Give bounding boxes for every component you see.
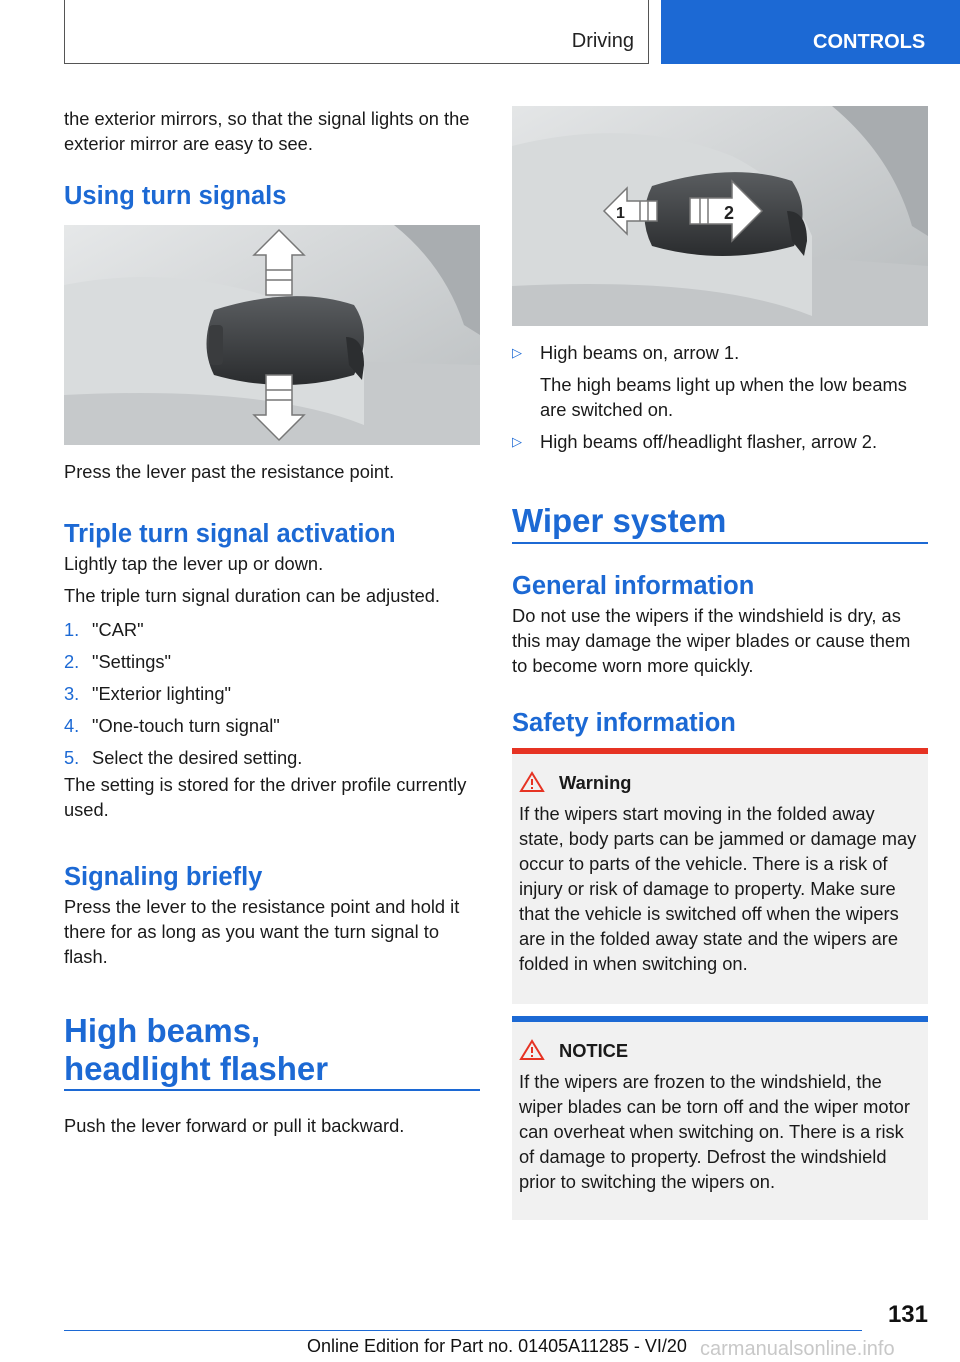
page-number: 131 xyxy=(887,1301,928,1328)
list-item: 3. "Exterior lighting" xyxy=(64,683,231,704)
list-item: ▷ High beams off/headlight flasher, arrow 2. xyxy=(512,431,878,452)
warning-body: If the wipers start moving in the folded away state, body parts can be jammed or damage may occur to parts of the vehicle. There is a risk of injury or risk of damage to property. Make sure that the vehicle is switched off when the wipers are in the folded away state and the wipers are folded in when switching on. xyxy=(519,803,917,974)
arrow-label-2: 2 xyxy=(724,203,735,223)
signaling-briefly-section xyxy=(64,862,480,969)
bullet-triangle-icon: ▷ xyxy=(512,345,522,360)
triple-p1: Lightly tap the lever up or down. xyxy=(64,553,324,574)
header-section-title: Driving xyxy=(571,30,634,52)
list-item: ▷ High beams on, arrow 1. The high beams light up when the low beams are switched on. xyxy=(512,342,907,420)
warning-title: Warning xyxy=(519,770,921,795)
notice-box xyxy=(512,1016,928,1220)
triple-turn-signal-heading: Triple turn signal activation xyxy=(64,520,396,548)
safety-information-heading: Safety information xyxy=(512,709,736,737)
list-item: 4. "One-touch turn signal" xyxy=(64,715,280,736)
high-beam-bullets xyxy=(512,340,928,461)
triple-p2: The triple turn signal duration can be adjusted. xyxy=(64,585,441,606)
list-item: 2. "Settings" xyxy=(64,651,172,672)
triple-after: The setting is stored for the driver profile currently used. xyxy=(64,774,467,820)
footer-rule xyxy=(64,1330,862,1331)
high-beam-lever-figure xyxy=(512,106,928,326)
high-beams-heading: High beams, headlight flasher xyxy=(64,1012,329,1087)
watermark: carmanualsonline.info xyxy=(700,1338,895,1360)
high-beams-body: Push the lever forward or pull it backward. xyxy=(64,1115,405,1136)
warning-triangle-icon xyxy=(519,771,545,793)
general-information-heading: General information xyxy=(512,572,755,600)
signaling-briefly-body: Press the lever to the resistance point and hold it there for as long as you want the turn signal to flash. xyxy=(64,896,460,967)
arrow-label-1: 1 xyxy=(616,205,625,222)
bullet-triangle-icon: ▷ xyxy=(512,434,522,449)
triple-turn-signal-section xyxy=(64,519,480,822)
notice-triangle-icon xyxy=(519,1039,545,1061)
general-information-section xyxy=(512,571,928,678)
general-information-body: Do not use the wipers if the windshield is dry, as this may damage the wiper blades or cause them to become worn more quickly. xyxy=(512,605,911,676)
triple-steps-list xyxy=(64,617,480,770)
section-rule xyxy=(64,1089,480,1091)
header-chapter-tab xyxy=(661,0,960,64)
using-turn-signals-caption: Press the lever past the resistance point. xyxy=(64,461,395,482)
footer-edition: Online Edition for Part no. 01405A11285 - VI/20 xyxy=(307,1336,687,1356)
signaling-briefly-heading: Signaling briefly xyxy=(64,863,263,891)
intro-paragraph: the exterior mirrors, so that the signal lights on the exterior mirror are easy to see. xyxy=(64,108,470,154)
list-item: 1. "CAR" xyxy=(64,619,144,640)
wiper-system-heading: Wiper system xyxy=(512,502,727,539)
notice-body: If the wipers are frozen to the windshield, the wiper blades can be torn off and the wiper motor can overheat when switching on. There is a risk of damage to property. Defrost the windshield prior to switching the wipers on. xyxy=(519,1071,910,1192)
turn-signal-lever-figure xyxy=(64,225,480,445)
using-turn-signals-heading: Using turn signals xyxy=(64,182,287,210)
list-item: 5. Select the desired setting. xyxy=(64,747,303,768)
warning-box xyxy=(512,748,928,1004)
header-chapter-label: CONTROLS xyxy=(813,31,926,53)
section-rule xyxy=(512,542,928,544)
notice-title: NOTICE xyxy=(519,1038,921,1063)
header-frame xyxy=(64,0,649,64)
